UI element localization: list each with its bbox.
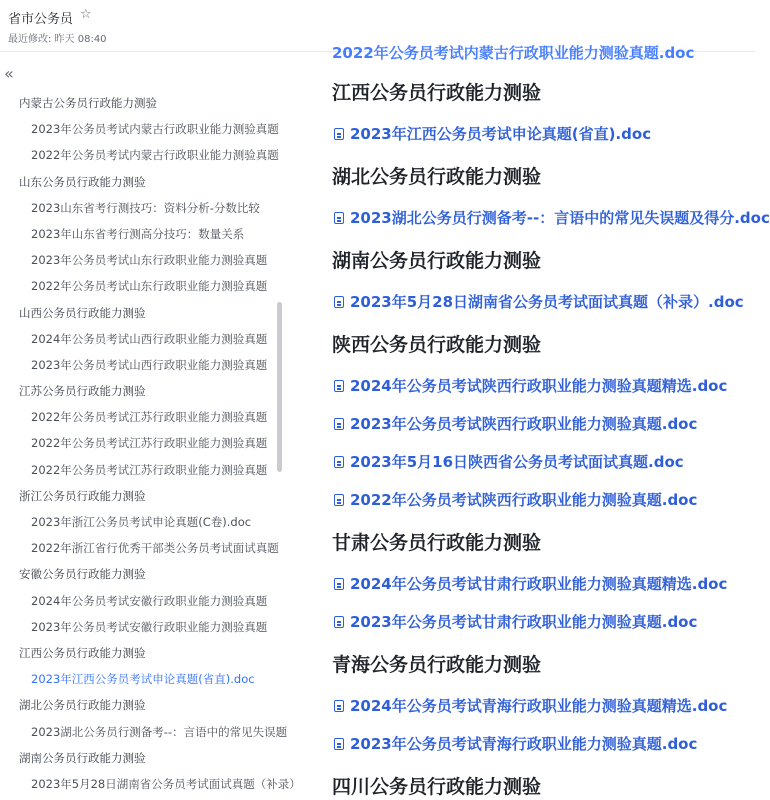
toc-heading[interactable]: 浙江公务员行政能力测验 bbox=[19, 488, 146, 503]
toc-heading[interactable]: 江苏公务员行政能力测验 bbox=[19, 384, 146, 399]
document-link[interactable] bbox=[334, 611, 697, 632]
sidebar-scrollbar[interactable] bbox=[277, 302, 282, 472]
doc-file-icon bbox=[334, 418, 344, 430]
toc-entry[interactable]: 2023年山东省考行测高分技巧：数量关系 bbox=[31, 226, 245, 241]
toc-entry[interactable]: 2023湖北公务员行测备考--：言语中的常见失误题 bbox=[31, 724, 288, 739]
document-link-text[interactable]: 2023年公务员考试青海行政职业能力测验真题.doc bbox=[350, 735, 698, 753]
document-link-text[interactable]: 2024年公务员考试青海行政职业能力测验真题精选.doc bbox=[350, 697, 728, 715]
toc-heading[interactable]: 江西公务员行政能力测验 bbox=[19, 645, 146, 660]
toc-heading[interactable]: 湖南公务员行政能力测验 bbox=[19, 750, 146, 765]
doc-file-icon bbox=[334, 128, 344, 140]
toc-entry[interactable]: 2022年公务员考试山东行政职业能力测验真题 bbox=[31, 279, 268, 294]
document-link[interactable] bbox=[334, 291, 744, 312]
toc-entry[interactable]: 2022年公务员考试内蒙古行政职业能力测验真题 bbox=[31, 148, 279, 163]
doc-file-icon bbox=[334, 616, 344, 628]
doc-file-icon bbox=[334, 212, 344, 224]
star-icon[interactable]: ☆ bbox=[80, 7, 92, 22]
toc-entry[interactable]: 2024年公务员考试山西行政职业能力测验真题 bbox=[31, 331, 268, 346]
doc-file-icon bbox=[334, 738, 344, 750]
toc-entry[interactable]: 2023年公务员考试山西行政职业能力测验真题 bbox=[31, 357, 268, 372]
document-link[interactable] bbox=[334, 489, 697, 510]
section-heading: 陕西公务员行政能力测验 bbox=[332, 334, 542, 356]
doc-file-icon bbox=[334, 578, 344, 590]
table-of-contents-sidebar bbox=[0, 52, 300, 800]
document-link-text[interactable]: 2024年公务员考试陕西行政职业能力测验真题精选.doc bbox=[350, 377, 728, 395]
document-link[interactable] bbox=[334, 733, 697, 754]
document-link[interactable] bbox=[334, 573, 727, 594]
document-link[interactable] bbox=[334, 695, 727, 716]
toc-entry[interactable]: 2022年公务员考试江苏行政职业能力测验真题 bbox=[31, 436, 268, 451]
toc-heading[interactable]: 安徽公务员行政能力测验 bbox=[19, 567, 146, 582]
section-heading: 青海公务员行政能力测验 bbox=[332, 654, 542, 676]
toc-entry[interactable]: 2023年公务员考试内蒙古行政职业能力测验真题 bbox=[31, 122, 279, 137]
document-link-text[interactable]: 2023年江西公务员考试申论真题(省直).doc bbox=[350, 125, 652, 143]
toc-heading[interactable]: 山西公务员行政能力测验 bbox=[19, 305, 146, 320]
toc-entry[interactable]: 2023年公务员考试安徽行政职业能力测验真题 bbox=[31, 619, 268, 634]
document-link-text[interactable]: 2022年公务员考试陕西行政职业能力测验真题.doc bbox=[350, 491, 698, 509]
toc-entry[interactable]: 2024年公务员考试安徽行政职业能力测验真题 bbox=[31, 593, 268, 608]
toc-entry[interactable]: 2023年公务员考试山东行政职业能力测验真题 bbox=[31, 253, 268, 268]
document-link[interactable] bbox=[334, 451, 684, 472]
section-heading: 甘肃公务员行政能力测验 bbox=[332, 532, 542, 554]
toc-entry[interactable]: 2023年浙江公务员考试申论真题(C卷).doc bbox=[31, 515, 252, 529]
toc-list bbox=[0, 90, 301, 797]
document-link-text[interactable]: 2023年5月28日湖南省公务员考试面试真题（补录）.doc bbox=[350, 293, 744, 311]
section-heading: 江西公务员行政能力测验 bbox=[332, 82, 542, 104]
toc-entry[interactable]: 2022年公务员考试江苏行政职业能力测验真题 bbox=[31, 462, 268, 477]
toc-heading[interactable]: 湖北公务员行政能力测验 bbox=[19, 698, 146, 713]
doc-file-icon bbox=[334, 380, 344, 392]
document-link-text[interactable]: 2023年5月16日陕西省公务员考试面试真题.doc bbox=[350, 453, 684, 471]
double-chevron-left-icon[interactable]: « bbox=[4, 64, 14, 83]
document-link-text[interactable]: 2023年公务员考试甘肃行政职业能力测验真题.doc bbox=[350, 613, 698, 631]
toc-entry[interactable]: 2022年浙江省行优秀干部类公务员考试面试真题 bbox=[31, 541, 279, 556]
toc-entry[interactable]: 2023年江西公务员考试申论真题(省直).doc bbox=[31, 672, 255, 687]
document-link-text[interactable]: 2023湖北公务员行测备考--：言语中的常见失误题及得分.doc bbox=[350, 209, 770, 227]
section-heading: 湖北公务员行政能力测验 bbox=[332, 166, 542, 188]
document-link[interactable] bbox=[334, 123, 651, 144]
last-modified-text: 最近修改: 昨天 08:40 bbox=[8, 34, 107, 45]
toc-entry[interactable]: 2023年5月28日湖南省公务员考试面试真题（补录） bbox=[31, 776, 301, 791]
document-link-text[interactable]: 2024年公务员考试甘肃行政职业能力测验真题精选.doc bbox=[350, 575, 728, 593]
partially-visible-link[interactable]: 2022年公务员考试内蒙古行政职业能力测验真题.doc bbox=[332, 44, 695, 62]
document-link[interactable] bbox=[334, 375, 727, 396]
doc-file-icon bbox=[334, 700, 344, 712]
document-link[interactable] bbox=[334, 413, 697, 434]
doc-file-icon bbox=[334, 494, 344, 506]
toc-entry[interactable]: 2022年公务员考试江苏行政职业能力测验真题 bbox=[31, 410, 268, 425]
section-heading: 四川公务员行政能力测验 bbox=[332, 776, 542, 798]
document-body bbox=[332, 44, 770, 800]
toc-entry[interactable]: 2023山东省考行测技巧：资料分析-分数比较 bbox=[31, 200, 260, 215]
toc-heading[interactable]: 山东公务员行政能力测验 bbox=[19, 174, 146, 189]
doc-file-icon bbox=[334, 456, 344, 468]
toc-heading[interactable]: 内蒙古公务员行政能力测验 bbox=[19, 96, 157, 110]
section-heading: 湖南公务员行政能力测验 bbox=[332, 250, 542, 272]
doc-file-icon bbox=[334, 296, 344, 308]
document-link[interactable] bbox=[334, 207, 770, 228]
document-link-text[interactable]: 2023年公务员考试陕西行政职业能力测验真题.doc bbox=[350, 415, 698, 433]
document-title[interactable]: 省市公务员 bbox=[8, 12, 74, 27]
